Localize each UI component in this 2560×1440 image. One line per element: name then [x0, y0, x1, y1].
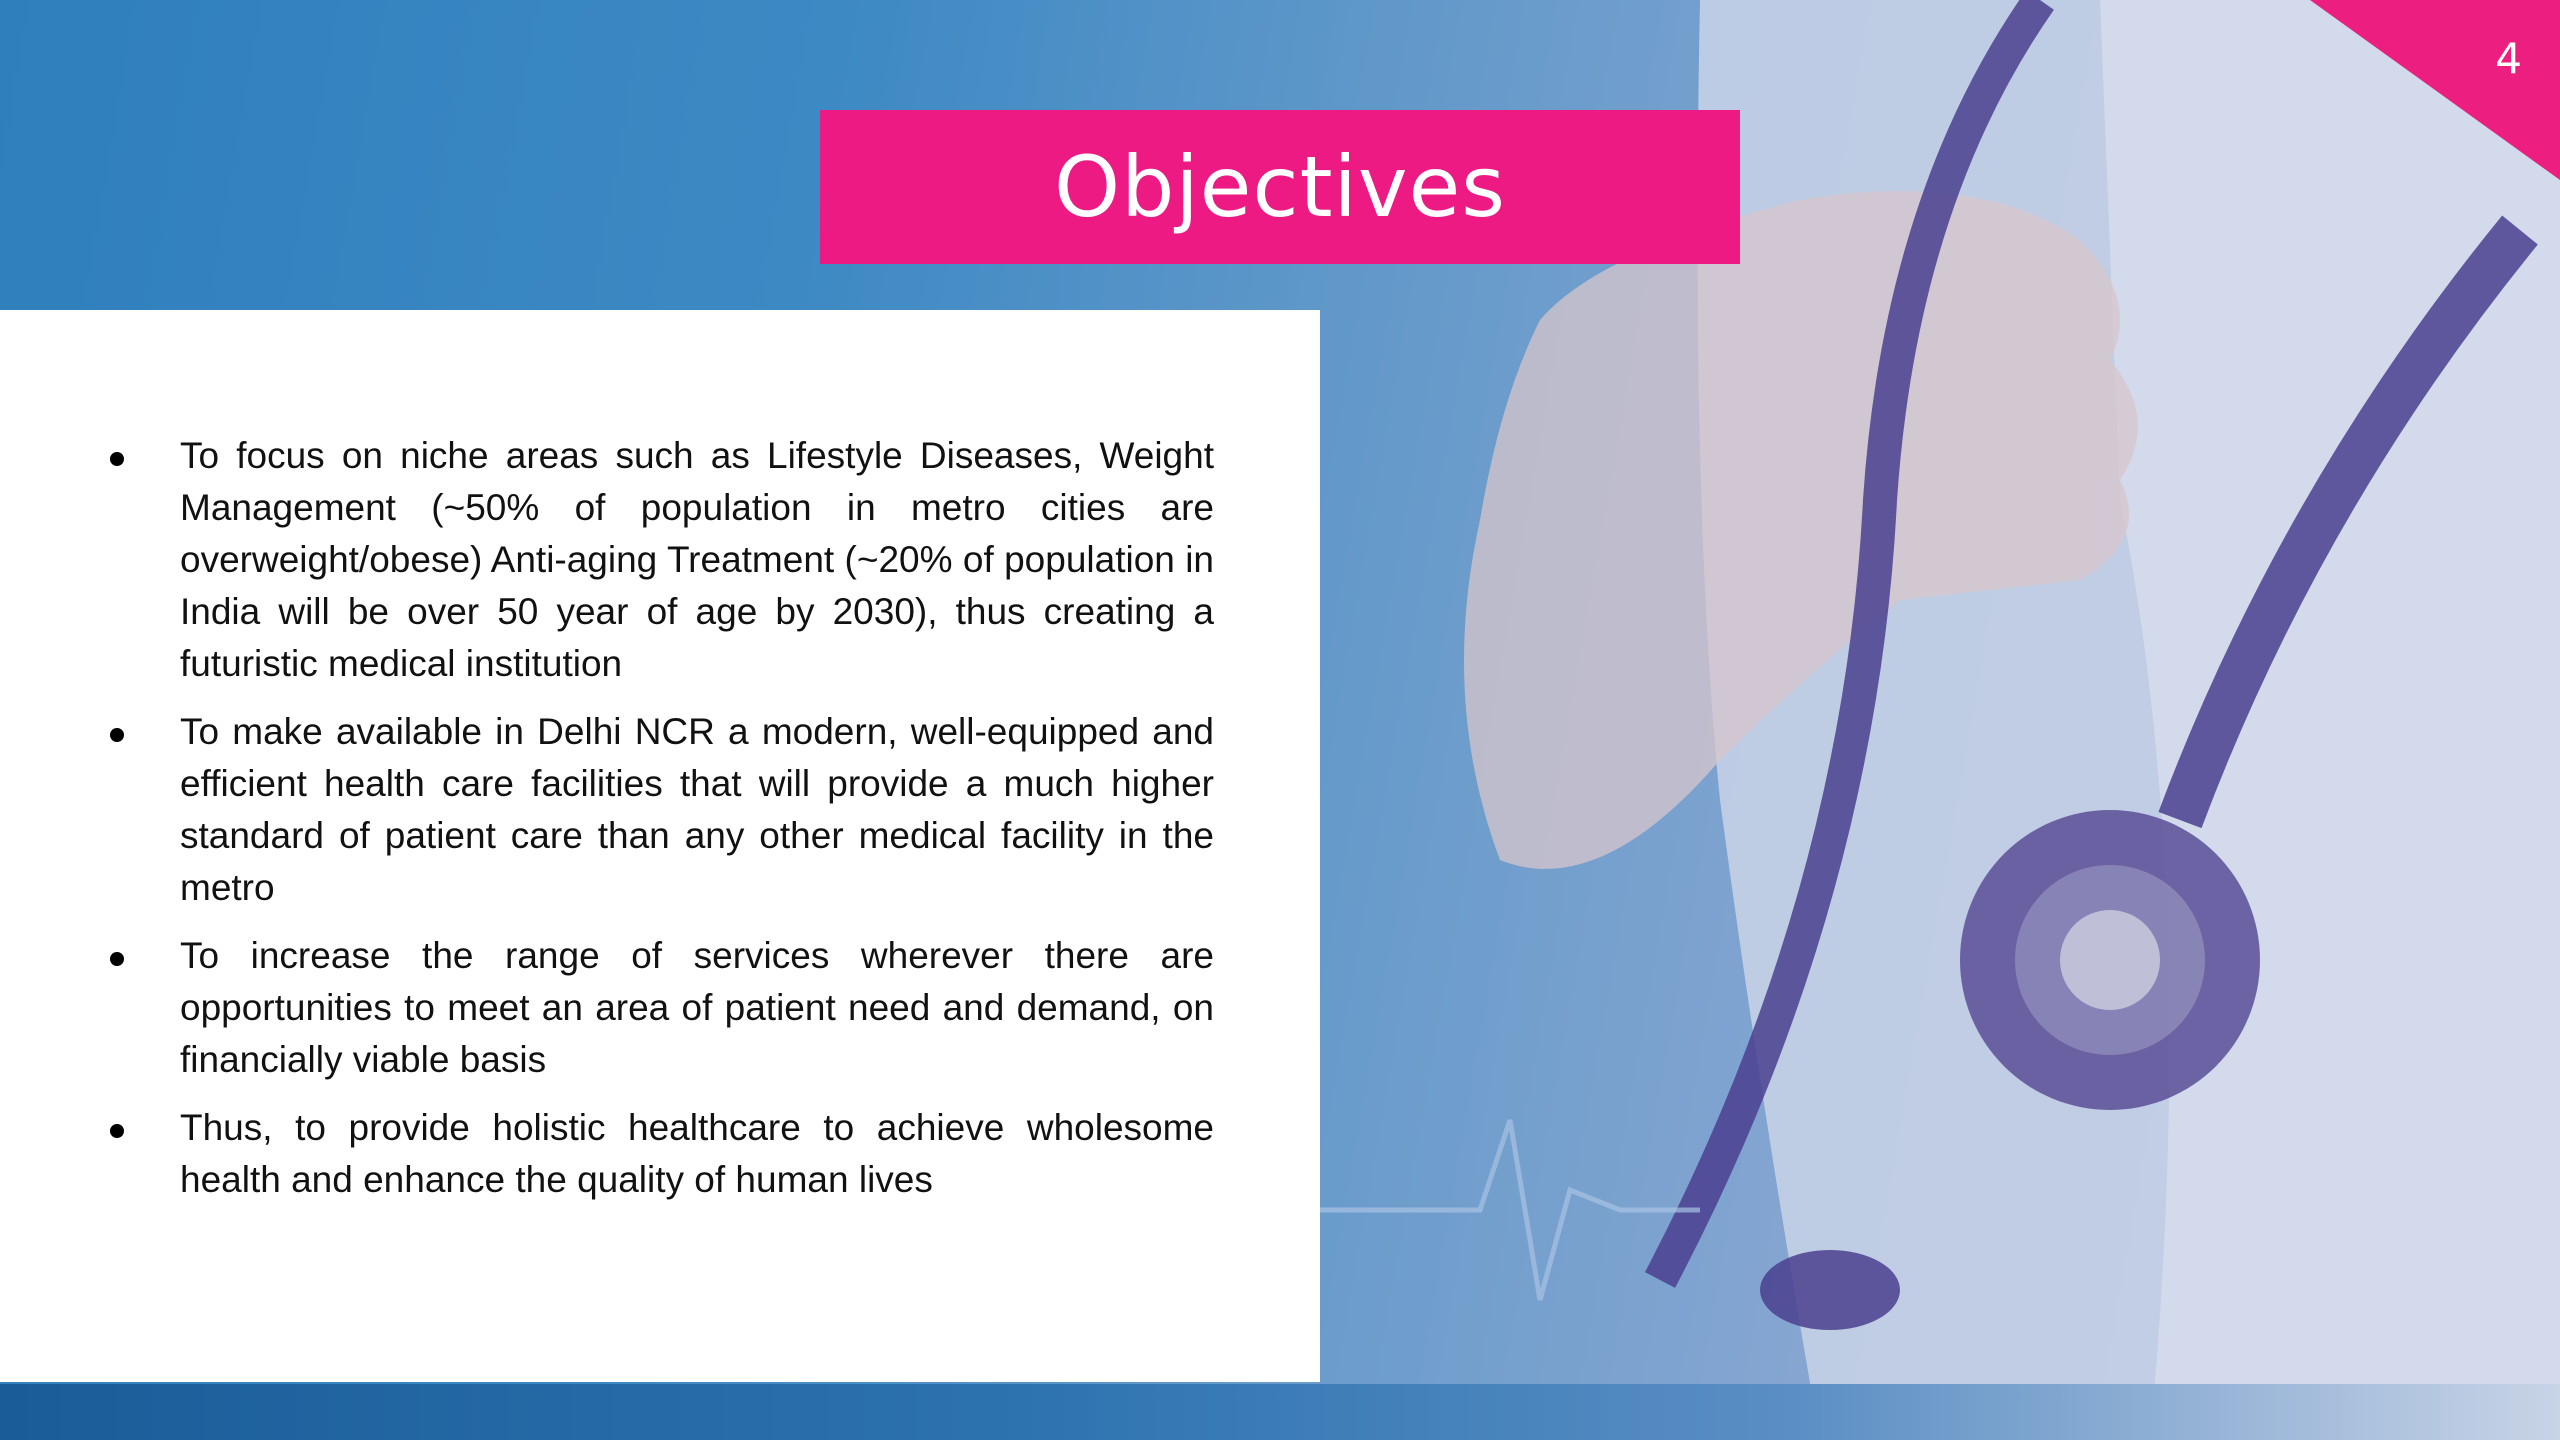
bullet-icon — [110, 452, 124, 466]
objectives-list — [100, 430, 1214, 1222]
slide-title: Objectives — [1053, 138, 1507, 236]
page-number: 4 — [2495, 34, 2522, 83]
list-item — [100, 930, 1214, 1086]
list-item-text: Thus, to provide holistic healthcare to achieve wholesome health and enhance the quality of human lives — [180, 1107, 1214, 1200]
list-item-text: To make available in Delhi NCR a modern, well-equipped and efficient health care facilities that will provide a much higher standard of patient care than any other medical facility in the metro — [180, 711, 1214, 908]
bottom-decorative-strip — [0, 1384, 2560, 1440]
bullet-icon — [110, 1124, 124, 1138]
bullet-icon — [110, 952, 124, 966]
list-item-text: To focus on niche areas such as Lifestyle Diseases, Weight Management (~50% of population in metro cities are overweight/obese) Anti-aging Treatment (~20% of population in India will be over 50 year of age by 2030), thus creating a futuristic medical institution — [180, 435, 1214, 684]
list-item — [100, 706, 1214, 914]
bullet-icon — [110, 728, 124, 742]
list-item — [100, 430, 1214, 690]
content-panel — [0, 310, 1320, 1382]
title-banner — [820, 110, 1740, 264]
list-item — [100, 1102, 1214, 1206]
corner-accent-triangle — [2310, 0, 2560, 180]
list-item-text: To increase the range of services wherever there are opportunities to meet an area of patient need and demand, on financially viable basis — [180, 935, 1214, 1080]
